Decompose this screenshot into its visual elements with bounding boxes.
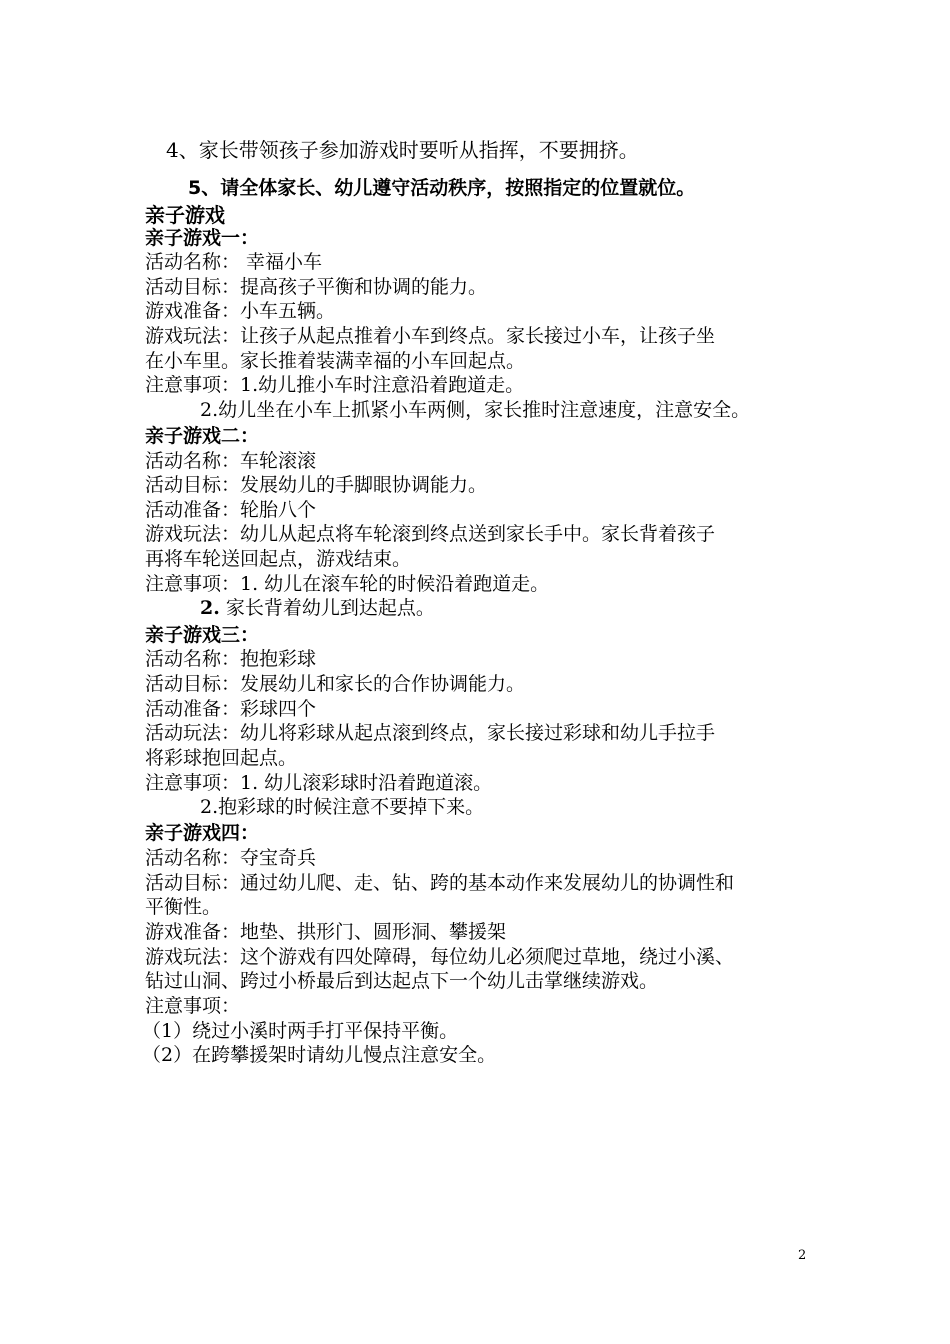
game4-play-line2: 钻过山洞、跨过小桥最后到达起点下一个幼儿击掌继续游戏。 [145, 970, 659, 992]
notice-item-5: 5、请全体家长、幼儿遵守活动秩序，按照指定的位置就位。 [188, 177, 696, 199]
game4-heading: 亲子游戏四： [145, 822, 260, 844]
game1-prep: 游戏准备：小车五辆。 [145, 300, 336, 322]
game2-goal: 活动目标：发展幼儿的手脚眼协调能力。 [145, 474, 488, 496]
game4-notes-label: 注意事项： [145, 995, 241, 1017]
game2-prep: 活动准备：轮胎八个 [145, 499, 317, 521]
game3-prep: 活动准备：彩球四个 [145, 698, 317, 720]
game3-notes-line2: 2.抱彩球的时候注意不要掉下来。 [200, 796, 485, 818]
game1-goal: 活动目标：提高孩子平衡和协调的能力。 [145, 276, 488, 298]
game2-notes-line2-num: 2. [200, 597, 220, 619]
game4-play-line1: 游戏玩法：这个游戏有四处障碍，每位幼儿必须爬过草地，绕过小溪、 [145, 946, 735, 968]
game1-play-line1: 游戏玩法：让孩子从起点推着小车到终点。家长接过小车，让孩子坐 [145, 325, 716, 347]
game4-goal-line2: 平衡性。 [145, 896, 222, 918]
game1-notes-line2: 2.幼儿坐在小车上抓紧小车两侧，家长推时注意速度，注意安全。 [200, 399, 751, 421]
game4-note-1: （1）绕过小溪时两手打平保持平衡。 [142, 1020, 459, 1042]
game1-play-line2: 在小车里。家长推着装满幸福的小车回起点。 [145, 350, 526, 372]
game2-notes-line2: 家长背着幼儿到达起点。 [219, 597, 435, 619]
game1-heading: 亲子游戏一： [145, 227, 260, 249]
game4-note-2: （2）在跨攀援架时请幼儿慢点注意安全。 [142, 1044, 497, 1066]
game4-name: 活动名称：夺宝奇兵 [145, 847, 317, 869]
game3-name: 活动名称：抱抱彩球 [145, 648, 317, 670]
game2-notes-line2-wrap [200, 596, 435, 620]
game2-name: 活动名称：车轮滚滚 [145, 450, 317, 472]
game1-name: 活动名称： 幸福小车 [145, 251, 323, 273]
game3-play-line2: 将彩球抱回起点。 [145, 747, 298, 769]
game2-notes-line1: 注意事项：1. 幼儿在滚车轮的时候沿着跑道走。 [145, 573, 550, 595]
game2-play-line1: 游戏玩法：幼儿从起点将车轮滚到终点送到家长手中。家长背着孩子 [145, 523, 716, 545]
game2-heading: 亲子游戏二： [145, 425, 260, 447]
game3-play-line1: 活动玩法：幼儿将彩球从起点滚到终点，家长接过彩球和幼儿手拉手 [145, 722, 716, 744]
game4-prep: 游戏准备：地垫、拱形门、圆形洞、攀援架 [145, 921, 507, 943]
page-number: 2 [798, 1248, 807, 1263]
notice-item-4: 4、家长带领孩子参加游戏时要听从指挥，不要拥挤。 [166, 138, 639, 162]
game2-play-line2: 再将车轮送回起点，游戏结束。 [145, 548, 412, 570]
game1-notes-line1: 注意事项：1.幼儿推小车时注意沿着跑道走。 [145, 374, 525, 396]
game3-goal: 活动目标：发展幼儿和家长的合作协调能力。 [145, 673, 526, 695]
game4-goal-line1: 活动目标：通过幼儿爬、走、钻、跨的基本动作来发展幼儿的协调性和 [145, 872, 735, 894]
game3-notes-line1: 注意事项：1. 幼儿滚彩球时沿着跑道滚。 [145, 772, 493, 794]
section-title: 亲子游戏 [145, 203, 225, 227]
game3-heading: 亲子游戏三： [145, 624, 260, 646]
